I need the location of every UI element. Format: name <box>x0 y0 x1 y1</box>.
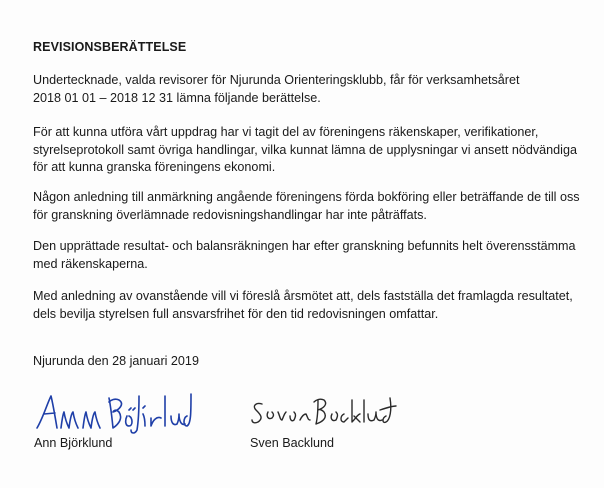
paragraph-line: För att kunna utföra vårt uppdrag har vi tagit del av föreningens räkenskaper, verifikationer, <box>33 125 539 139</box>
paragraph-line: Någon anledning till anmärkning angående föreningens förda bokföring eller beträffande de till oss <box>33 190 580 204</box>
paragraph-scope <box>33 124 593 177</box>
place-and-date: Njurunda den 28 januari 2019 <box>33 354 199 368</box>
paragraph-line: Undertecknade, valda revisorer för Njurunda Orienteringsklubb, får för verksamhetsåret <box>33 73 520 87</box>
paragraph-line: Den upprättade resultat- och balansräkningen har efter granskning befunnits helt överensstämma <box>33 239 576 253</box>
paragraph-line: för granskning överlämnade redovisningshandlingar har inte påträffats. <box>33 207 427 222</box>
paragraph-line: styrelseprotokoll samt övriga handlingar, vilka kunnat lämna de upplysningar vi ansett nödvändiga <box>33 142 577 157</box>
paragraph-line: för att kunna granska föreningens ekonomi. <box>33 160 276 174</box>
signatory-name: Sven Backlund <box>250 436 335 450</box>
signature-sven-backlund <box>248 396 398 428</box>
paragraph-line: 2018 01 01 – 2018 12 31 lämna följande berättelse. <box>33 90 321 105</box>
paragraph-line: med räkenskaperna. <box>33 256 148 271</box>
signatory-name: Ann Björklund <box>34 436 113 450</box>
paragraph-proposal <box>33 288 593 323</box>
signature-ann-bjorklund <box>33 390 193 436</box>
paragraph-line: dels bevilja styrelsen full ansvarsfrihet för den tid redovisningen omfattar. <box>33 306 439 321</box>
document-title: REVISIONSBERÄTTELSE <box>33 40 187 54</box>
paragraph-balance <box>33 238 593 273</box>
paragraph-line: Med anledning av ovanstående vill vi föreslå årsmötet att, dels fastställa det framlagda resultatet, <box>33 289 573 303</box>
paragraph-findings <box>33 189 593 224</box>
paragraph-intro <box>33 72 593 107</box>
